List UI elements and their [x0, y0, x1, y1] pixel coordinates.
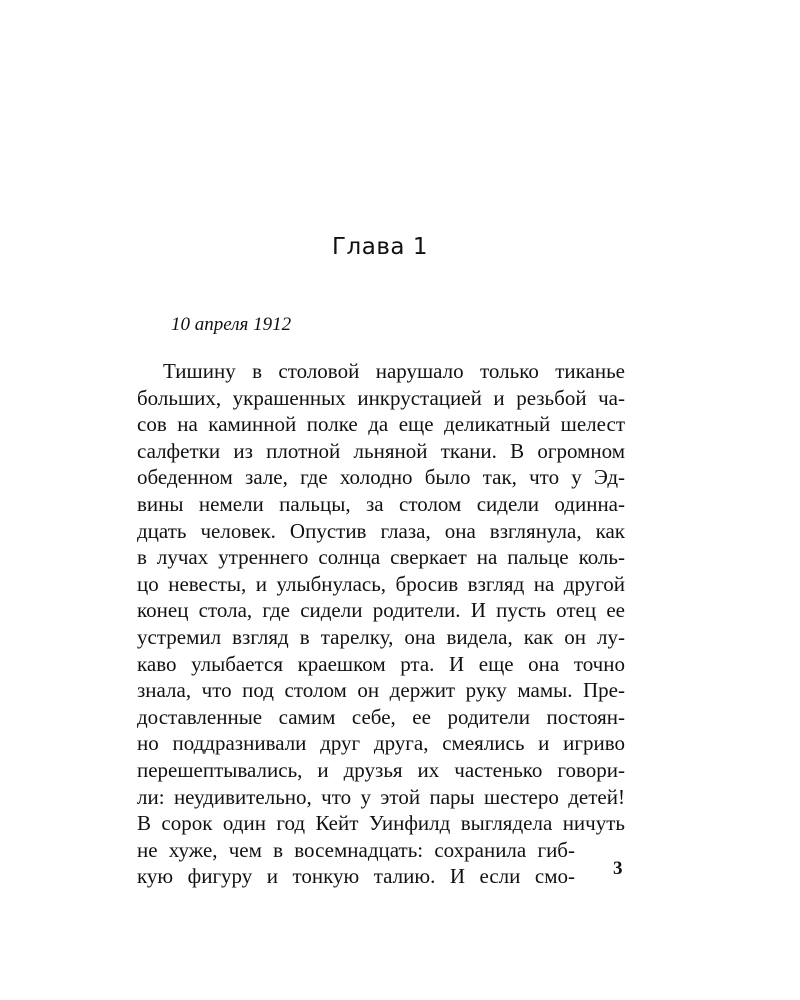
text-line: цо невесты, и улыбнулась, бросив взгляд на другой: [137, 571, 625, 596]
text-line: вины немели пальцы, за столом сидели одинна-: [137, 491, 625, 516]
text-line: доставленные самим себе, ее родители постоян-: [137, 704, 625, 729]
chapter-title: Глава 1: [332, 234, 428, 260]
text-line: конец стола, где сидели родители. И пусть отец ее: [137, 598, 625, 623]
text-line: дцать человек. Опустив глаза, она взглянула, как: [137, 518, 625, 543]
chapter-date: 10 апреля 1912: [171, 314, 292, 335]
text-line: знала, что под столом он держит руку мамы. Пре-: [137, 678, 625, 703]
body-text: [137, 358, 625, 890]
text-line: ли: неудивительно, что у этой пары шестеро детей!: [137, 784, 625, 809]
text-line: но поддразнивали друг друга, смеялись и игриво: [137, 731, 625, 756]
text-line: обеденном зале, где холодно было так, что у Эд-: [137, 465, 625, 490]
page-number: 3: [613, 858, 623, 879]
text-line: сов на каминной полке да еще деликатный шелест: [137, 412, 625, 437]
text-line: салфетки из плотной льняной ткани. В огромном: [137, 438, 625, 463]
text-line: в лучах утреннего солнца сверкает на пальце коль-: [137, 545, 625, 570]
text-line: устремил взгляд в тарелку, она видела, как он лу-: [137, 624, 625, 649]
text-line: больших, украшенных инкрустацией и резьбой ча-: [137, 385, 625, 410]
text-line: В сорок один год Кейт Уинфилд выглядела ничуть: [137, 811, 625, 836]
text-line: перешептывались, и друзья их частенько говори-: [137, 757, 625, 782]
text-line: каво улыбается краешком рта. И еще она точно: [137, 651, 625, 676]
text-line: Тишину в столовой нарушало только тиканье: [163, 359, 625, 383]
text-line: кую фигуру и тонкую талию. И если смо-: [137, 864, 575, 889]
text-line: не хуже, чем в восемнадцать: сохранила гиб-: [137, 837, 575, 862]
